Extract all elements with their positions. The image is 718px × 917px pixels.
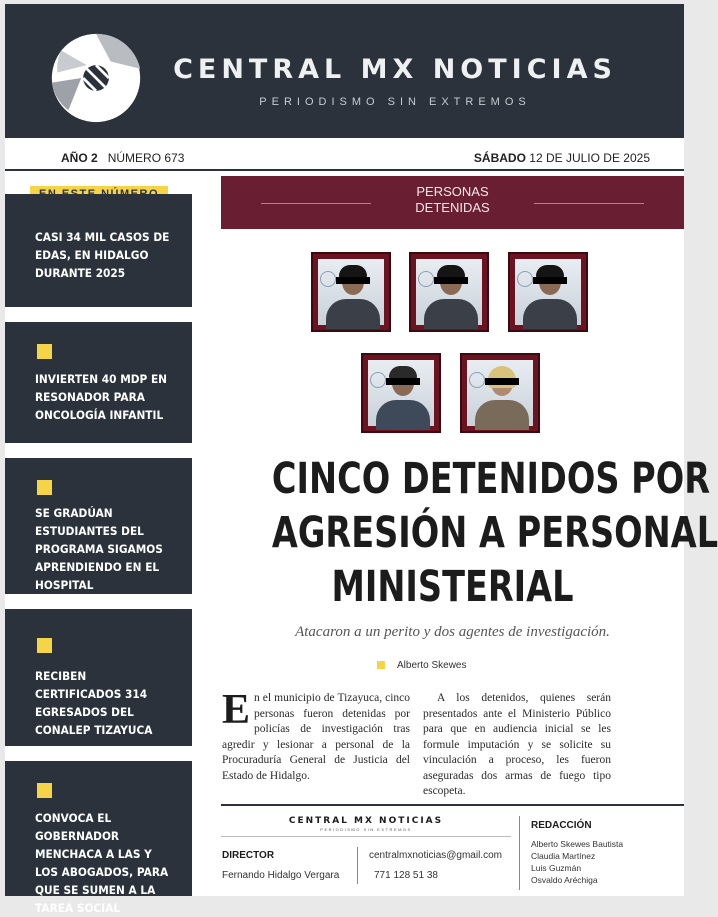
- footer-divider: [221, 804, 684, 806]
- masthead: [5, 4, 684, 138]
- footer-brand-rule: [221, 836, 511, 837]
- article-byline: [377, 660, 466, 671]
- section-label-line1: PERSONAS: [416, 184, 489, 199]
- sidebar-item-title: INVIERTEN 40 MDP EN RESONADOR PARA ONCOLOGÍA INFANTIL: [35, 372, 168, 422]
- footer-separator: [357, 847, 358, 884]
- article-column-2: [423, 691, 611, 800]
- issue-date-text: 12 DE JULIO DE 2025: [529, 151, 650, 165]
- author-name: Alberto Skewes: [397, 660, 467, 671]
- bullet-square-icon: [37, 344, 52, 359]
- mugshot-photo: [508, 252, 588, 332]
- sidebar-item[interactable]: [5, 609, 192, 746]
- mugshot-photo: [361, 353, 441, 433]
- redaccion-member: Osvaldo Aréchiga: [531, 875, 598, 885]
- redaccion-member: Claudia Martínez: [531, 851, 596, 861]
- sidebar-item[interactable]: [5, 458, 192, 594]
- sidebar-item-title: CASI 34 MIL CASOS DE EDAS, EN HIDALGO DURANTE 2025: [35, 230, 170, 280]
- section-label: [221, 184, 684, 216]
- headline-line: AGRESIÓN A PERSONAL: [271, 508, 718, 558]
- article-dek: Atacaron a un perito y dos agentes de investigación.: [295, 624, 610, 640]
- sidebar-item-title: CONVOCA EL GOBERNADOR MENCHACA A LAS Y LOS ABOGADOS, PARA QUE SE SUMEN A LA TAREA SOCIAL: [35, 811, 169, 915]
- director-name: Fernando Hidalgo Vergara: [222, 870, 340, 881]
- section-label-line2: DETENIDAS: [415, 200, 490, 215]
- redaccion-list: [531, 838, 623, 886]
- masthead-divider: [5, 169, 684, 171]
- director-title: DIRECTOR: [222, 850, 275, 861]
- brand-tagline: PERIODISMO SIN EXTREMOS: [259, 96, 531, 108]
- drop-cap: E: [222, 687, 251, 733]
- sidebar-item-title: SE GRADÚAN ESTUDIANTES DEL PROGRAMA SIGAMOS APRENDIENDO EN EL HOSPITAL: [35, 506, 163, 592]
- issue-year: AÑO 2: [61, 151, 98, 165]
- redaccion-member: Luis Guzmán: [531, 863, 582, 873]
- brand-title: CENTRAL MX NOTICIAS: [173, 54, 617, 85]
- contact-phone: 771 128 51 38: [374, 870, 438, 881]
- mugshot-photo: [311, 252, 391, 332]
- column-1-text: n el municipio de Tizayuca, cinco personas fueron detenidas por policías de investigación tras agredir y lesionar a personal de la Procuraduría General de Justicia del Estado de Hidalgo.: [222, 692, 410, 782]
- newspaper-page: [5, 4, 718, 915]
- sidebar-item[interactable]: [5, 322, 192, 443]
- redaccion-title: REDACCIÓN: [531, 820, 592, 831]
- issue-number: NÚMERO 673: [107, 151, 185, 165]
- bullet-square-icon: [37, 783, 52, 798]
- camera-aperture-icon: [50, 32, 142, 124]
- article-column-1: [222, 687, 410, 784]
- sidebar-item[interactable]: [5, 194, 192, 307]
- footer-brand: CENTRAL MX NOTICIAS: [288, 816, 444, 826]
- bullet-square-icon: [37, 638, 52, 653]
- footer-tagline: PERIODISMO SIN EXTREMOS: [320, 827, 412, 832]
- headline-line: MINISTERIAL: [331, 562, 574, 612]
- contact-email[interactable]: centralmxnoticias@gmail.com: [369, 850, 502, 861]
- footer-separator: [519, 816, 520, 890]
- bullet-square-icon: [37, 480, 52, 495]
- redaccion-member: Alberto Skewes Bautista: [531, 839, 624, 849]
- byline-square-icon: [377, 661, 385, 669]
- issue-date: [474, 151, 650, 165]
- column-2-text: A los detenidos, quienes serán presentados ante el Ministerio Público para que en audiencia inicial se les formule imputación y se solicite su vinculación a proceso, les fueron aseguradas dos armas de fuego tipo escopeta.: [423, 692, 611, 797]
- mugshot-photo: [409, 252, 489, 332]
- sidebar-item-title: RECIBEN CERTIFICADOS 314 EGRESADOS DEL CONALEP TIZAYUCA: [35, 669, 153, 737]
- section-banner: [221, 176, 684, 229]
- sidebar-item[interactable]: [5, 761, 192, 915]
- issue-info: [61, 151, 184, 165]
- mugshot-photo: [460, 353, 540, 433]
- headline-line: CINCO DETENIDOS POR: [271, 454, 711, 504]
- article-headline: [271, 452, 718, 614]
- issue-day: SÁBADO: [473, 151, 526, 165]
